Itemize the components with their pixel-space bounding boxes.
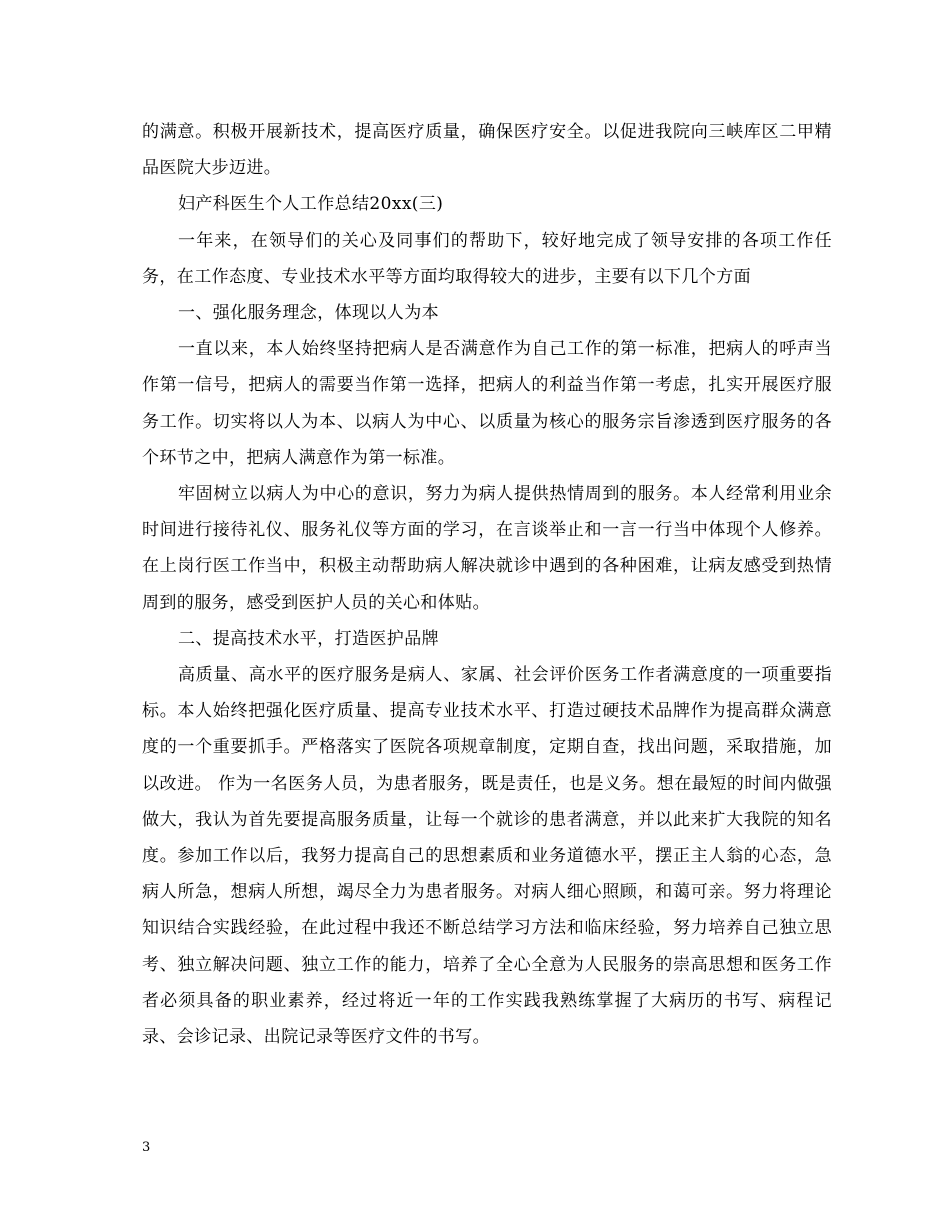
body-paragraph: 一年来，在领导们的关心及同事们的帮助下，较好地完成了领导安排的各项工作任务，在工作态度、专业技术水平等方面均取得较大的进步，主要有以下几个方面 <box>142 230 832 287</box>
section-heading: 二、提高技术水平，打造医护品牌 <box>178 628 439 649</box>
body-paragraph: 的满意。积极开展新技术，提高医疗质量，确保医疗安全。以促进我院向三峡库区二甲精品医院大步迈进。 <box>142 122 832 179</box>
body-paragraph: 一直以来，本人始终坚持把病人是否满意作为自己工作的第一标准，把病人的呼声当作第一信号，把病人的需要当作第一选择，把病人的利益当作第一考虑，扎实开展医疗服务工作。切实将以人为本、以病人为中心、以质量为核心的服务宗旨渗透到医疗服务的各个环节之中，把病人满意作为第一标准。 <box>142 339 832 468</box>
section-heading: 一、强化服务理念，体现以人为本 <box>178 303 439 324</box>
document-body <box>142 114 832 1055</box>
body-paragraph: 高质量、高水平的医疗服务是病人、家属、社会评价医务工作者满意度的一项重要指标。本人始终把强化医疗质量、提高专业技术水平、打造过硬技术品牌作为提高群众满意度的一个重要抓手。严格落实了医院各项规章制度，定期自查，找出问题，采取措施，加以改进。 作为一名医务人员，为患者服务，既是责任，也是义务。想在最短的时间内做强做大，我认为首先要提高服务质量，让每一个就诊的患者满意，并以此来扩大我院的知名度。参加工作以后，我努力提高自己的思想素质和业务道德水平，摆正主人翁的心态，急病人所急，想病人所想，竭尽全力为患者服务。对病人细心照顾，和蔼可亲。努力将理论知识结合实践经验，在此过程中我还不断总结学习方法和临床经验，努力培养自己独立思考、独立解决问题、独立工作的能力，培养了全心全意为人民服务的崇高思想和医务工作者必须具备的职业素养，经过将近一年的工作实践我熟练掌握了大病历的书写、病程记录、会诊记录、出院记录等医疗文件的书写。 <box>142 665 832 1048</box>
page-number: 3 <box>142 1140 151 1155</box>
section-title: 妇产科医生个人工作总结20xx(三) <box>178 194 444 215</box>
body-paragraph: 牢固树立以病人为中心的意识，努力为病人提供热情周到的服务。本人经常利用业余时间进行接待礼仪、服务礼仪等方面的学习，在言谈举止和一言一行当中体现个人修养。在上岗行医工作当中，积极主动帮助病人解决就诊中遇到的各种困难，让病友感受到热情周到的服务，感受到医护人员的关心和体贴。 <box>142 484 832 613</box>
